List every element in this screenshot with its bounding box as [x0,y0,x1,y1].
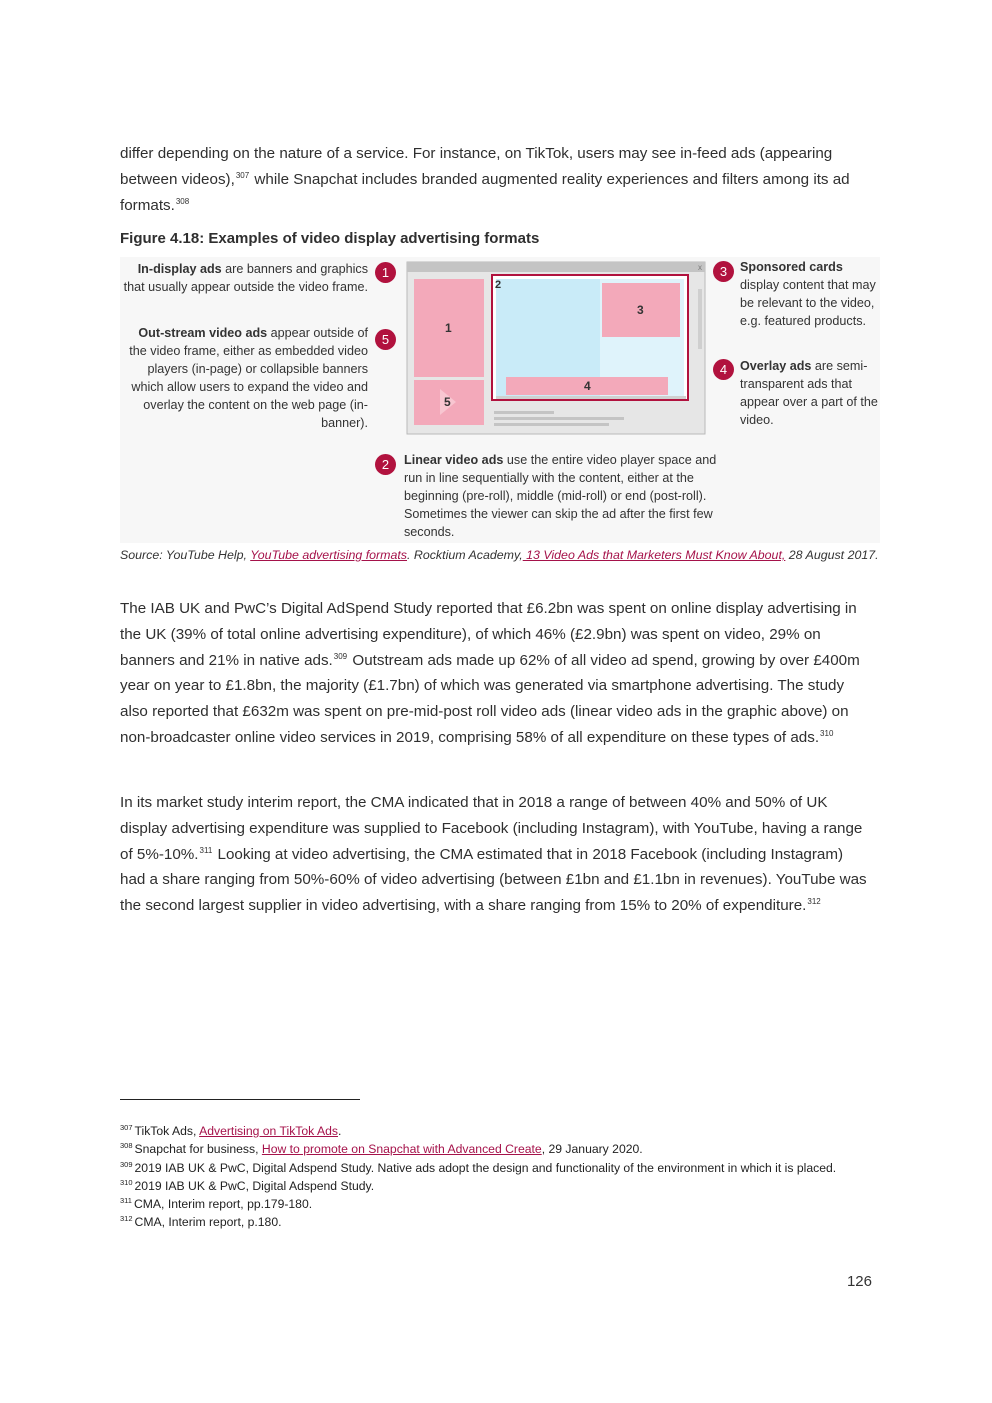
label-3: 3 [637,303,644,317]
footnote-ref[interactable]: 307 [235,170,250,180]
callout-overlay-ads: Overlay ads are semi-transparent ads that appear over a part of the video. [740,359,878,427]
footnote-310: $^{310}$ 2019 IAB UK & PwC, Digital Adspend Study. [120,1177,375,1193]
text-line [494,411,554,414]
footnote-ref[interactable]: 309 [333,651,348,661]
paragraph-iab: The IAB UK and PwC’s Digital AdSpend Study reported that £6.2bn was spent on online display advertising in the UK (39% of total online advertising expenditure), of which 46% (£2.9bn) was spent on video, 29% on banners and 21% in native ads.$^{309}$ Outstream ads made up 62% of all video ad spend, growing by over £400m year on year to £1.8bn, the majority (£1.7bn) of which was generated via smartphone advertising. The study also reported that £632m was spent on pre-mid-post roll video ads (linear video ads in the graphic above) on non-broadcaster online video services in 2019, comprising 58% of all expenditure on these types of ads.$^{310}$ [120,600,860,746]
footnote-link-tiktok[interactable]: Advertising on TikTok Ads [199,1124,338,1138]
browser-mockup [402,257,714,439]
video-progress-bar [496,396,686,399]
footnote-311: $^{311}$ CMA, Interim report, pp.179-180. [120,1196,313,1212]
source-link-rocktium[interactable]: 13 Video Ads that Marketers Must Know About, [522,548,786,562]
callout-badge-5: 5 [375,329,396,350]
text-line [494,423,609,426]
footnote-link-snapchat[interactable]: How to promote on Snapchat with Advanced Create [261,1142,542,1157]
figure-title: Figure 4.18: Examples of video display advertising formats [120,230,540,247]
scrollbar [698,289,702,349]
footnote-312: $^{312}$ CMA, Interim report, p.180. [120,1214,282,1230]
paragraph-cma: In its market study interim report, the CMA indicated that in 2018 a range of between 40% and 50% of UK display advertising expenditure was supplied to Facebook (including Instagram), with YouTube, having a range of 5%-10%.$^{311}$ Looking at video advertising, the CMA estimated that in 2018 Facebook (including Instagram) had a share ranging from 50%-60% of video advertising (between £1bn and £1.1bn in revenues). YouTube was the second largest supplier in video advertising, with a share ranging from 15% to 20% of expenditure.$^{312}$ [120,794,867,915]
footnote-ref[interactable]: 310 [820,728,834,738]
label-2: 2 [495,279,502,291]
source-link-youtube[interactable]: YouTube advertising formats [250,548,408,562]
label-1: 1 [445,321,452,335]
footnote-308: $^{308}$ Snapchat for business, How to promote on Snapchat with Advanced Create, 29 January 2020. [120,1141,643,1157]
callout-badge-1: 1 [375,262,396,283]
footnote-307: $^{307}$ TikTok Ads, Advertising on TikTok Ads. [120,1123,342,1138]
text-line [494,417,624,420]
callout-out-stream: Out-stream video ads appear outside of the video frame, either as embedded video players (in-page) or collapsible banners which allow users to expand the video and overlay the content on the web page (in-banner). [129,326,368,430]
footnote-divider [120,1099,360,1100]
callout-badge-3: 3 [713,261,734,282]
footnote-ref[interactable]: 312 [807,897,821,907]
footnotes [120,1122,872,1232]
footnote-ref[interactable]: 308 [175,196,190,206]
callout-in-display: In-display ads are banners and graphics that usually appear outside the video frame. [123,262,368,294]
browser-close-icon: x [698,263,702,272]
callout-badge-4: 4 [713,359,734,380]
callout-sponsored-cards: Sponsored cards display content that may be relevant to the video, e.g. featured products. [740,260,876,328]
browser-titlebar [407,262,705,272]
intro-paragraph: differ depending on the nature of a service. For instance, on TikTok, users may see in-feed ads (appearing between videos),$^{307}$ while Snapchat includes branded augmented reality experiences and filters among its ad formats.$^{308}$ [120,145,850,214]
label-5: 5 [444,395,451,409]
callout-badge-2: 2 [375,454,396,475]
callout-linear-video: Linear video ads use the entire video player space and run in line sequentially with the content, either at the beginning (pre-roll), middle (mid-roll) or end (post-roll). Sometimes the viewer can skip the ad after the first few seconds. [404,453,717,539]
label-4: 4 [584,379,591,393]
video-ad-formats-figure [120,257,880,543]
figure-source: Source: YouTube Help, YouTube advertising formats. Rocktium Academy, 13 Video Ads that Marketers Must Know About, 28 August 2017. [120,548,879,562]
footnote-309: $^{309}$ 2019 IAB UK & PwC, Digital Adspend Study. Native ads adopt the design and functionality of the environment in which it is placed. [120,1159,837,1175]
page-number: 126 [846,1273,872,1290]
footnote-ref[interactable]: 311 [199,845,213,855]
